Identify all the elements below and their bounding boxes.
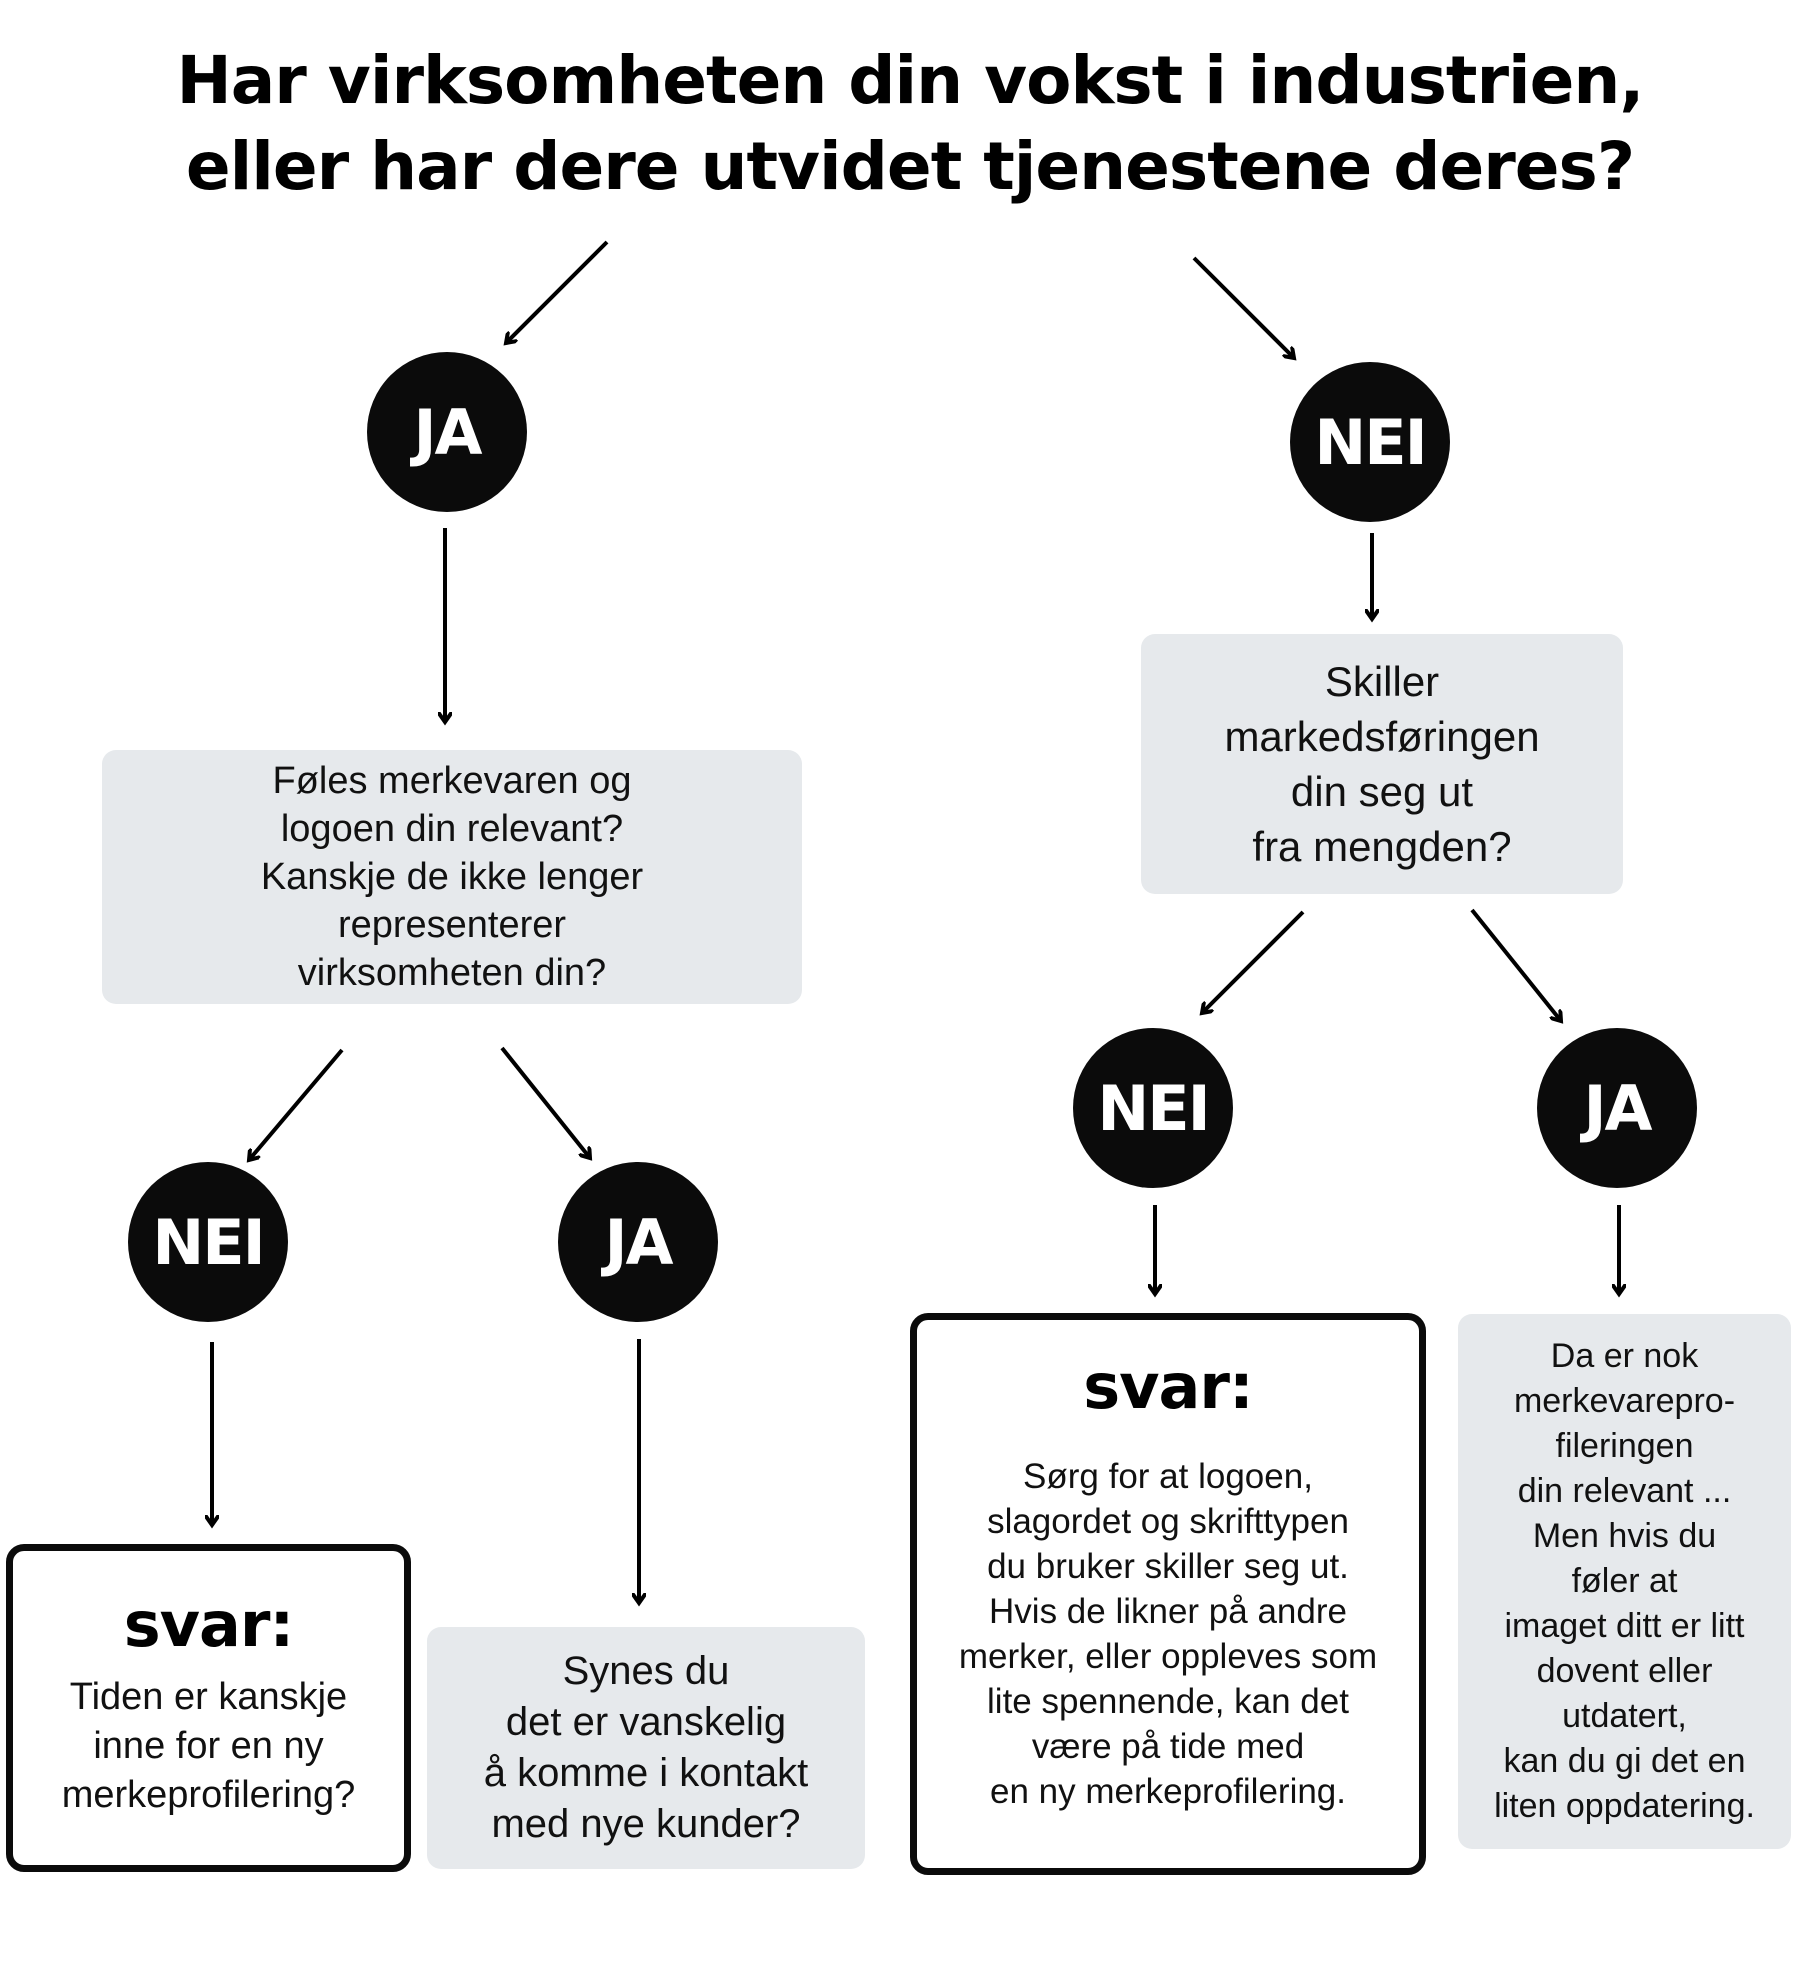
info-line: din relevant ... — [1517, 1472, 1732, 1510]
question-line: Skiller — [1324, 658, 1440, 705]
answer-line: Tiden er kanskje — [69, 1676, 348, 1718]
question-line: Føles merkevaren og — [272, 760, 632, 802]
arrow-question-to-ja-left — [502, 1048, 590, 1158]
question-line: det er vanskelig — [505, 1700, 787, 1744]
answer-heading: svar: — [123, 1588, 294, 1661]
question-brand-relevant — [102, 750, 802, 1004]
question-line: Kanskje de ikke lenger — [260, 856, 644, 898]
node-nei-left-label: NEI — [152, 1205, 264, 1279]
answer-box-left — [6, 1544, 411, 1872]
title-line-1: Har virksomheten din vokst i industrien, — [176, 42, 1644, 119]
info-line: imaget ditt er litt — [1504, 1607, 1745, 1645]
info-line: føler at — [1571, 1562, 1678, 1600]
info-line: kan du gi det en — [1503, 1742, 1746, 1780]
node-nei-right-label: NEI — [1097, 1071, 1209, 1145]
node-ja-right-label: JA — [1583, 1071, 1651, 1145]
answer-line: lite spennende, kan det — [987, 1682, 1349, 1721]
answer-line: merker, eller oppleves som — [958, 1637, 1378, 1676]
node-nei-right — [1073, 1028, 1233, 1188]
arrow-title-to-ja — [506, 242, 607, 343]
answer-line: en ny merkeprofilering. — [990, 1772, 1346, 1811]
question-new-customers — [427, 1627, 865, 1869]
info-line: dovent eller — [1536, 1652, 1713, 1690]
info-line: utdatert, — [1562, 1697, 1687, 1735]
question-line: din seg ut — [1290, 768, 1474, 815]
answer-line: Sørg for at logoen, — [1023, 1457, 1313, 1496]
node-nei-top-label: NEI — [1314, 405, 1426, 479]
node-ja-right — [1537, 1028, 1697, 1188]
answer-box-middle — [910, 1313, 1426, 1875]
arrow-question-to-nei-right — [1202, 912, 1303, 1013]
node-ja-top-label: JA — [413, 395, 481, 469]
question-line: med nye kunder? — [491, 1802, 801, 1846]
info-line: fileringen — [1555, 1427, 1694, 1465]
question-line: Synes du — [562, 1649, 730, 1693]
info-box-right — [1458, 1314, 1791, 1849]
answer-line: inne for en ny — [93, 1725, 324, 1767]
node-nei-top — [1290, 362, 1450, 522]
info-line: Da er nok — [1550, 1337, 1699, 1375]
answer-line: slagordet og skrifttypen — [987, 1502, 1349, 1541]
answer-line: Hvis de likner på andre — [989, 1592, 1347, 1631]
node-ja-left — [558, 1162, 718, 1322]
question-line: logoen din relevant? — [280, 808, 624, 850]
question-line: markedsføringen — [1224, 713, 1540, 760]
info-line: Men hvis du — [1532, 1517, 1717, 1555]
node-ja-left-label: JA — [604, 1205, 672, 1279]
info-line: merkevarepro- — [1513, 1382, 1736, 1420]
answer-line: være på tide med — [1031, 1727, 1305, 1766]
question-line: representerer — [337, 904, 567, 946]
question-stand-out — [1141, 634, 1623, 894]
answer-line: merkeprofilering? — [61, 1774, 356, 1816]
title-line-2: eller har dere utvidet tjenestene deres? — [185, 128, 1635, 205]
question-line: å komme i kontakt — [483, 1751, 809, 1795]
question-line: virksomheten din? — [297, 952, 607, 994]
answer-heading: svar: — [1083, 1350, 1253, 1423]
node-ja-top — [367, 352, 527, 512]
arrow-question-to-ja-right — [1472, 910, 1561, 1021]
node-nei-left — [128, 1162, 288, 1322]
answer-line: du bruker skiller seg ut. — [987, 1547, 1349, 1586]
arrow-question-to-nei-left — [249, 1050, 342, 1160]
question-line: fra mengden? — [1252, 823, 1512, 870]
info-line: liten oppdatering. — [1494, 1787, 1755, 1825]
arrow-title-to-nei — [1194, 258, 1294, 358]
